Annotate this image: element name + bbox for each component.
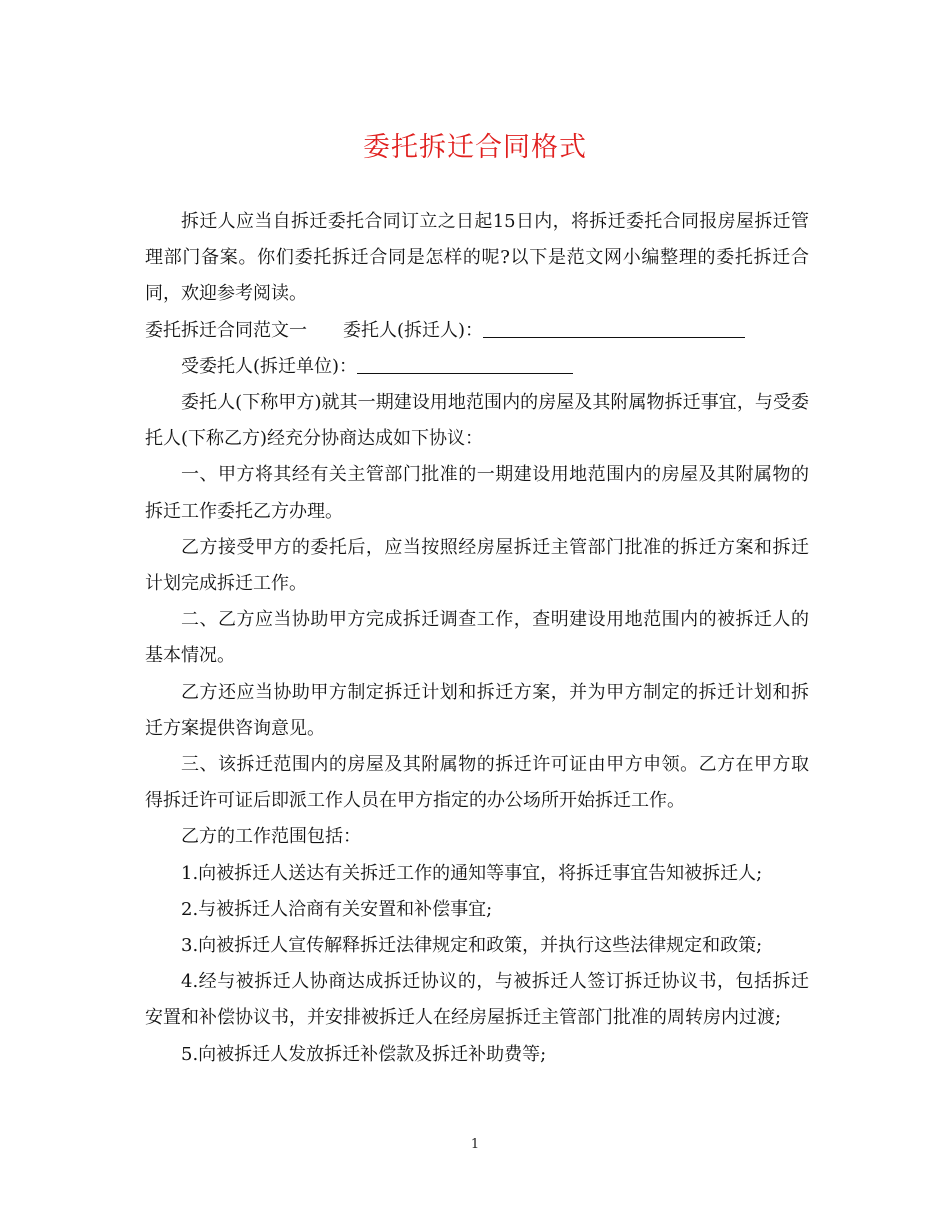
page-number: 1 (470, 1137, 480, 1152)
agent-blank[interactable] (357, 355, 573, 374)
body-paragraph: 委托人(下称甲方)就其一期建设用地范围内的房屋及其附属物拆迁事宜，与受委托人(下称乙方)经充分协商达成如下协议： (145, 392, 809, 450)
body-paragraph: 二、乙方应当协助甲方完成拆迁调查工作，查明建设用地范围内的被拆迁人的基本情况。 (145, 609, 809, 667)
body-paragraph: 一、甲方将其经有关主管部门批准的一期建设用地范围内的房屋及其附属物的拆迁工作委托乙方办理。 (145, 464, 809, 522)
agent-label: 受委托人(拆迁单位)： (181, 355, 358, 377)
body-paragraph: 乙方的工作范围包括： (181, 826, 361, 848)
page-title: 委托拆迁合同格式 (363, 132, 587, 163)
list-item: 2.与被拆迁人洽商有关安置和补偿事宜; (181, 898, 493, 920)
document-body (145, 204, 809, 1073)
body-paragraph: 三、该拆迁范围内的房屋及其附属物的拆迁许可证由甲方申领。乙方在甲方取得拆迁许可证后即派工作人员在甲方指定的办公场所开始拆迁工作。 (145, 754, 809, 812)
sample-principal-line (145, 313, 809, 349)
sample-heading: 委托拆迁合同范文一 (145, 319, 307, 341)
list-item: 1.向被拆迁人送达有关拆迁工作的通知等事宜，将拆迁事宜告知被拆迁人; (181, 862, 763, 884)
list-item: 4.经与被拆迁人协商达成拆迁协议的，与被拆迁人签订拆迁协议书，包括拆迁安置和补偿协议书，并安排被拆迁人在经房屋拆迁主管部门批准的周转房内过渡; (145, 971, 809, 1029)
body-paragraph: 乙方还应当协助甲方制定拆迁计划和拆迁方案，并为甲方制定的拆迁计划和拆迁方案提供咨询意见。 (145, 681, 809, 739)
list-item: 5.向被拆迁人发放拆迁补偿款及拆迁补助费等; (181, 1043, 547, 1065)
intro-paragraph: 拆迁人应当自拆迁委托合同订立之日起15日内，将拆迁委托合同报房屋拆迁管理部门备案。你们委托拆迁合同是怎样的呢?以下是范文网小编整理的委托拆迁合同，欢迎参考阅读。 (145, 211, 809, 305)
body-paragraph: 乙方接受甲方的委托后，应当按照经房屋拆迁主管部门批准的拆迁方案和拆迁计划完成拆迁工作。 (145, 536, 809, 595)
principal-label: 委托人(拆迁人)： (343, 319, 484, 341)
list-item: 3.向被拆迁人宣传解释拆迁法律规定和政策，并执行这些法律规定和政策; (181, 935, 763, 957)
agent-line (145, 349, 809, 385)
principal-blank[interactable] (483, 319, 745, 338)
